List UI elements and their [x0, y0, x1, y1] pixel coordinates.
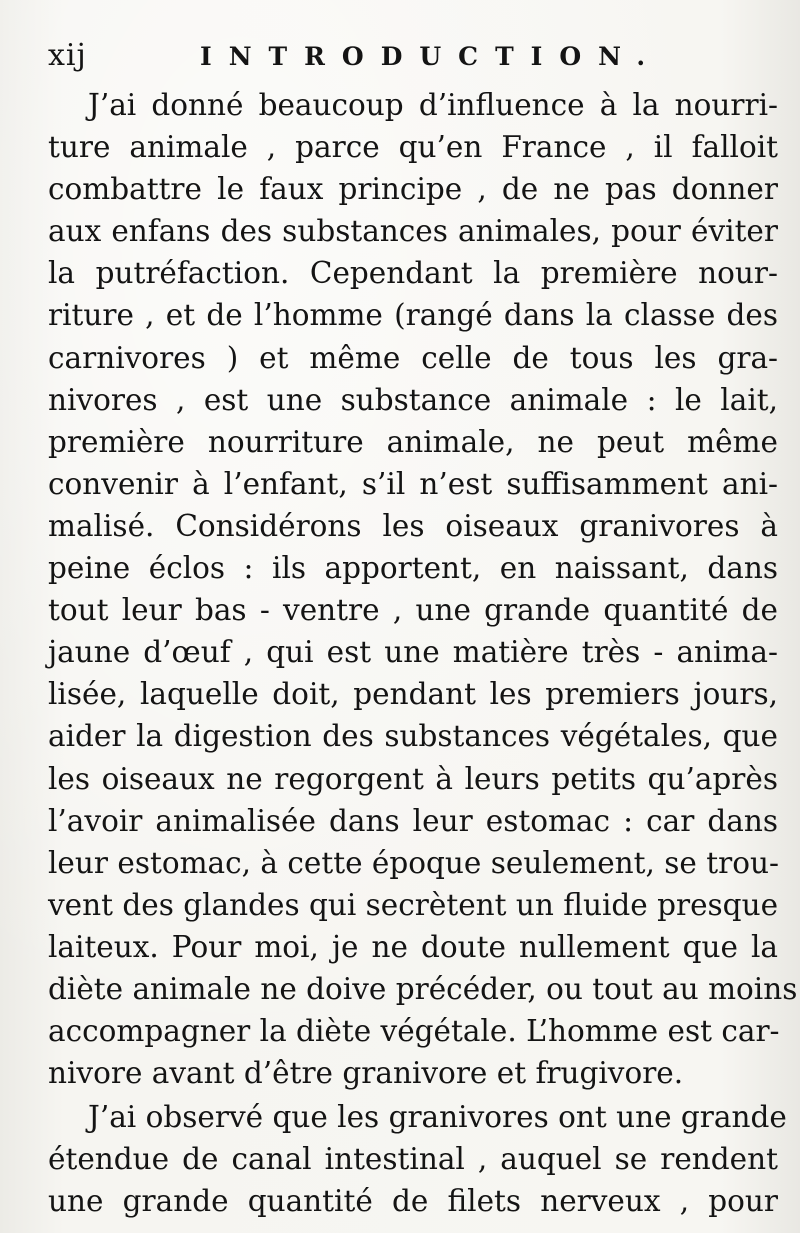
text-line: carnivores ) et même celle de tous les gra- — [48, 340, 778, 375]
text-line: lisée, laquelle doit, pendant les premiers jours, — [48, 677, 778, 712]
body-text — [48, 84, 798, 1223]
text-line: J’ai observé que les granivores ont une grande — [88, 1100, 787, 1135]
text-line: combattre le faux principe , de ne pas donner — [48, 172, 778, 207]
text-line: diète animale ne doive précéder, ou tout au moins — [48, 971, 798, 1006]
text-line: nivore avant d’être granivore et frugivore. — [48, 1056, 684, 1091]
text-line: vent des glandes qui secrètent un fluide presque — [48, 887, 779, 922]
text-line: peine éclos : ils apportent, en naissant, dans — [48, 551, 778, 586]
text-line: une grande quantité de filets nerveux , pour — [48, 1184, 778, 1219]
text-line: jaune d’œuf , qui est une matière très - anima- — [48, 635, 778, 670]
text-line: nivores , est une substance animale : le lait, — [48, 382, 778, 417]
running-head: INTRODUCTION. — [200, 42, 663, 71]
text-line: malisé. Considérons les oiseaux granivores à — [48, 508, 778, 543]
text-line: J’ai donné beaucoup d’influence à la nourri- — [88, 88, 778, 122]
text-line: convenir à l’enfant, s’il n’est suffisamment ani- — [48, 466, 778, 501]
text-line: l’avoir animalisée dans leur estomac : car dans — [48, 803, 778, 838]
paragraph — [48, 1096, 787, 1222]
text-line: aux enfans des substances animales, pour éviter — [48, 214, 778, 249]
text-line: accompagner la diète végétale. L’homme est car- — [48, 1014, 780, 1049]
paragraph — [48, 84, 798, 1094]
text-line: la putréfaction. Cependant la première nour- — [48, 256, 778, 291]
page-header — [48, 38, 768, 78]
text-line: leur estomac, à cette époque seulement, se trou- — [48, 845, 779, 880]
text-line: les oiseaux ne regorgent à leurs petits qu’après — [48, 761, 778, 796]
page-number: xij — [48, 38, 87, 73]
text-line: aider la digestion des substances végétales, que — [48, 719, 778, 754]
text-line: étendue de canal intestinal , auquel se rendent — [48, 1142, 778, 1177]
text-line: première nourriture animale, ne peut même — [48, 424, 778, 459]
text-line: ture animale , parce qu’en France , il falloit — [48, 130, 778, 165]
text-line: tout leur bas - ventre , une grande quantité de — [48, 593, 778, 628]
text-line: laiteux. Pour moi, je ne doute nullement que la — [48, 929, 778, 964]
text-line: riture , et de l’homme (rangé dans la classe des — [48, 298, 778, 333]
